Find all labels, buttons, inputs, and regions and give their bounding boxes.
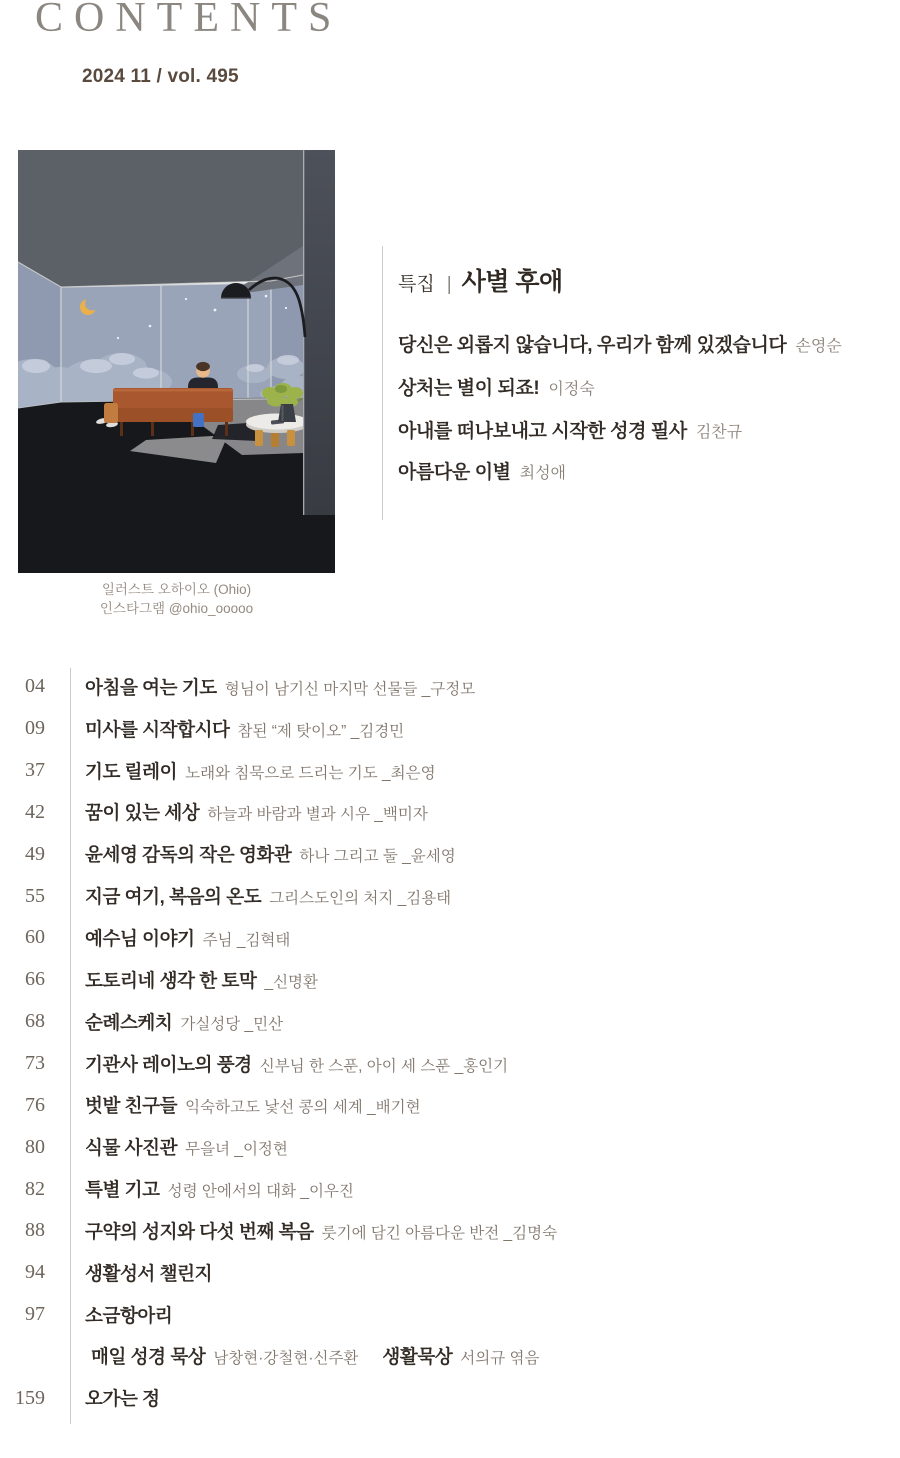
feature-header	[398, 262, 563, 298]
toc-row[interactable]	[0, 792, 900, 834]
toc-page-number: 55	[25, 884, 45, 907]
toc-entry-title-secondary: 생활묵상	[382, 1346, 453, 1368]
feature-item[interactable]	[398, 334, 842, 359]
toc-entry-title: 꿈이 있는 세상	[85, 802, 200, 824]
toc-row[interactable]	[0, 917, 900, 959]
feature-item-title: 상처는 별이 되죠!	[398, 378, 540, 399]
night-room-illustration-svg	[18, 150, 335, 573]
toc-entry-subtitle: 노래와 침묵으로 드리는 기도 _최은영	[185, 764, 436, 782]
toc-row[interactable]	[0, 833, 900, 875]
toc-entry-title: 식물 사진관	[85, 1137, 178, 1159]
toc-row[interactable]	[0, 875, 900, 917]
toc-page-number: 76	[25, 1093, 45, 1116]
toc-page-number: 09	[25, 717, 45, 740]
toc-entry-subtitle: 형님이 남기신 마지막 선물들 _구정모	[224, 680, 476, 698]
toc-page-number: 49	[25, 842, 45, 865]
toc-page-number: 42	[25, 800, 45, 823]
toc-entry-subtitle: 무을녀 _이정현	[185, 1141, 288, 1159]
toc-page-number: 82	[25, 1177, 45, 1200]
page-title: CONTENTS	[35, 0, 343, 41]
toc-entry-title: 도토리네 생각 한 토막	[85, 969, 257, 991]
feature-item[interactable]	[398, 461, 566, 486]
toc-row[interactable]	[0, 1043, 900, 1085]
toc-row[interactable]	[0, 1377, 900, 1419]
toc-row[interactable]	[0, 1084, 900, 1126]
toc-page-number: 80	[25, 1135, 45, 1158]
toc-entry-title: 예수님 이야기	[85, 927, 195, 949]
toc-entry-title: 오가는 정	[85, 1388, 160, 1410]
toc-entry-subtitle: 하나 그리고 둘 _윤세영	[299, 848, 456, 866]
toc-row[interactable]	[0, 1126, 900, 1168]
toc-entry-subtitle: 남창현·강철현·신주환	[213, 1350, 359, 1368]
toc-entry-title: 생활성서 챌린지	[85, 1262, 213, 1284]
feature-item-author: 손영순	[795, 338, 842, 355]
feature-item-title: 당신은 외롭지 않습니다, 우리가 함께 있겠습니다	[398, 335, 787, 356]
toc-entry-title: 매일 성경 묵상	[91, 1346, 206, 1368]
toc-page-number: 60	[25, 926, 45, 949]
toc-entry-title: 벗밭 친구들	[85, 1095, 178, 1117]
toc-entry-subtitle: 룻기에 담긴 아름다운 반전 _김명숙	[321, 1224, 558, 1242]
toc-row[interactable]	[0, 1001, 900, 1043]
toc-row[interactable]	[0, 666, 900, 708]
illustration-caption	[18, 580, 335, 618]
feature-item-author: 이정숙	[548, 381, 595, 398]
toc-row[interactable]	[0, 1294, 900, 1336]
toc-row[interactable]	[0, 1252, 900, 1294]
feature-label: 특집	[398, 274, 435, 295]
toc-page-number: 37	[25, 759, 45, 782]
feature-item-author: 김찬규	[695, 424, 743, 441]
feature-item-title: 아름다운 이별	[398, 462, 511, 483]
toc-page-number: 04	[25, 675, 45, 698]
illustration-instagram: 인스타그램 @ohio_ooooo	[99, 601, 254, 616]
feature-item-author: 최성애	[519, 465, 566, 482]
toc-page-number: 97	[25, 1303, 45, 1326]
toc-entry-title: 아침을 여는 기도	[85, 676, 217, 698]
toc-row[interactable]	[0, 1210, 900, 1252]
toc-page-number: 159	[15, 1386, 45, 1409]
feature-item-title: 아내를 떠나보내고 시작한 성경 필사	[398, 421, 687, 442]
illustration-credit: 일러스트 오하이오 (Ohio)	[101, 582, 252, 597]
toc-entry-title: 소금항아리	[85, 1304, 173, 1326]
toc-row[interactable]	[0, 1336, 900, 1378]
toc-row[interactable]	[0, 959, 900, 1001]
toc-entry-title: 구약의 성지와 다섯 번째 복음	[85, 1220, 314, 1242]
toc-entry-subtitle: 하늘과 바람과 별과 시우 _백미자	[207, 806, 428, 824]
toc-page-number: 73	[25, 1052, 45, 1075]
right-wall-column	[303, 150, 335, 515]
toc-entry-subtitle: 성령 안에서의 대화 _이우진	[167, 1183, 354, 1201]
feature-item[interactable]	[398, 420, 742, 445]
toc-page-number: 66	[25, 968, 45, 991]
toc-entry-title: 특별 기고	[85, 1179, 160, 1201]
person-jeans	[193, 413, 204, 427]
toc-entry-subtitle: 익숙하고도 낯선 콩의 세계 _배기현	[185, 1099, 421, 1117]
toc-entry-subtitle: 가실성당 _민산	[180, 1015, 284, 1033]
toc-entry-subtitle: 그리스도인의 처지 _김용태	[269, 890, 452, 908]
toc-row[interactable]	[0, 708, 900, 750]
toc-entry-subtitle: 주님 _김혁태	[202, 931, 291, 949]
feature-title: 사별 후애	[461, 268, 563, 296]
feature-left-rule	[382, 246, 383, 520]
table-of-contents	[0, 666, 900, 1419]
toc-row[interactable]	[0, 750, 900, 792]
toc-entry-title: 지금 여기, 복음의 온도	[85, 886, 262, 908]
feature-pipe-divider: |	[446, 274, 452, 295]
toc-entry-title: 기관사 레이노의 풍경	[85, 1053, 252, 1075]
toc-page-number: 88	[25, 1219, 45, 1242]
toc-entry-title: 미사를 시작합시다	[85, 718, 230, 740]
toc-entry-title: 순례스케치	[85, 1011, 173, 1033]
toc-entry-subtitle: _신명환	[264, 973, 319, 991]
cover-illustration	[18, 150, 335, 573]
toc-row[interactable]	[0, 1168, 900, 1210]
toc-page-number: 94	[25, 1261, 45, 1284]
toc-entry-title: 윤세영 감독의 작은 영화관	[85, 844, 292, 866]
ceiling	[18, 150, 303, 287]
issue-volume-label: 2024 11 / vol. 495	[82, 66, 239, 87]
toc-entry-subtitle: 신부님 한 스푼, 아이 세 스푼 _홍인기	[259, 1057, 509, 1075]
toc-entry-subtitle: 참된 “제 탓이오” _김경민	[237, 722, 405, 740]
toc-entry-title: 기도 릴레이	[85, 760, 178, 782]
toc-page-number: 68	[25, 1010, 45, 1033]
feature-item[interactable]	[398, 377, 595, 402]
toc-entry-subtitle-secondary: 서의규 엮음	[460, 1350, 540, 1368]
